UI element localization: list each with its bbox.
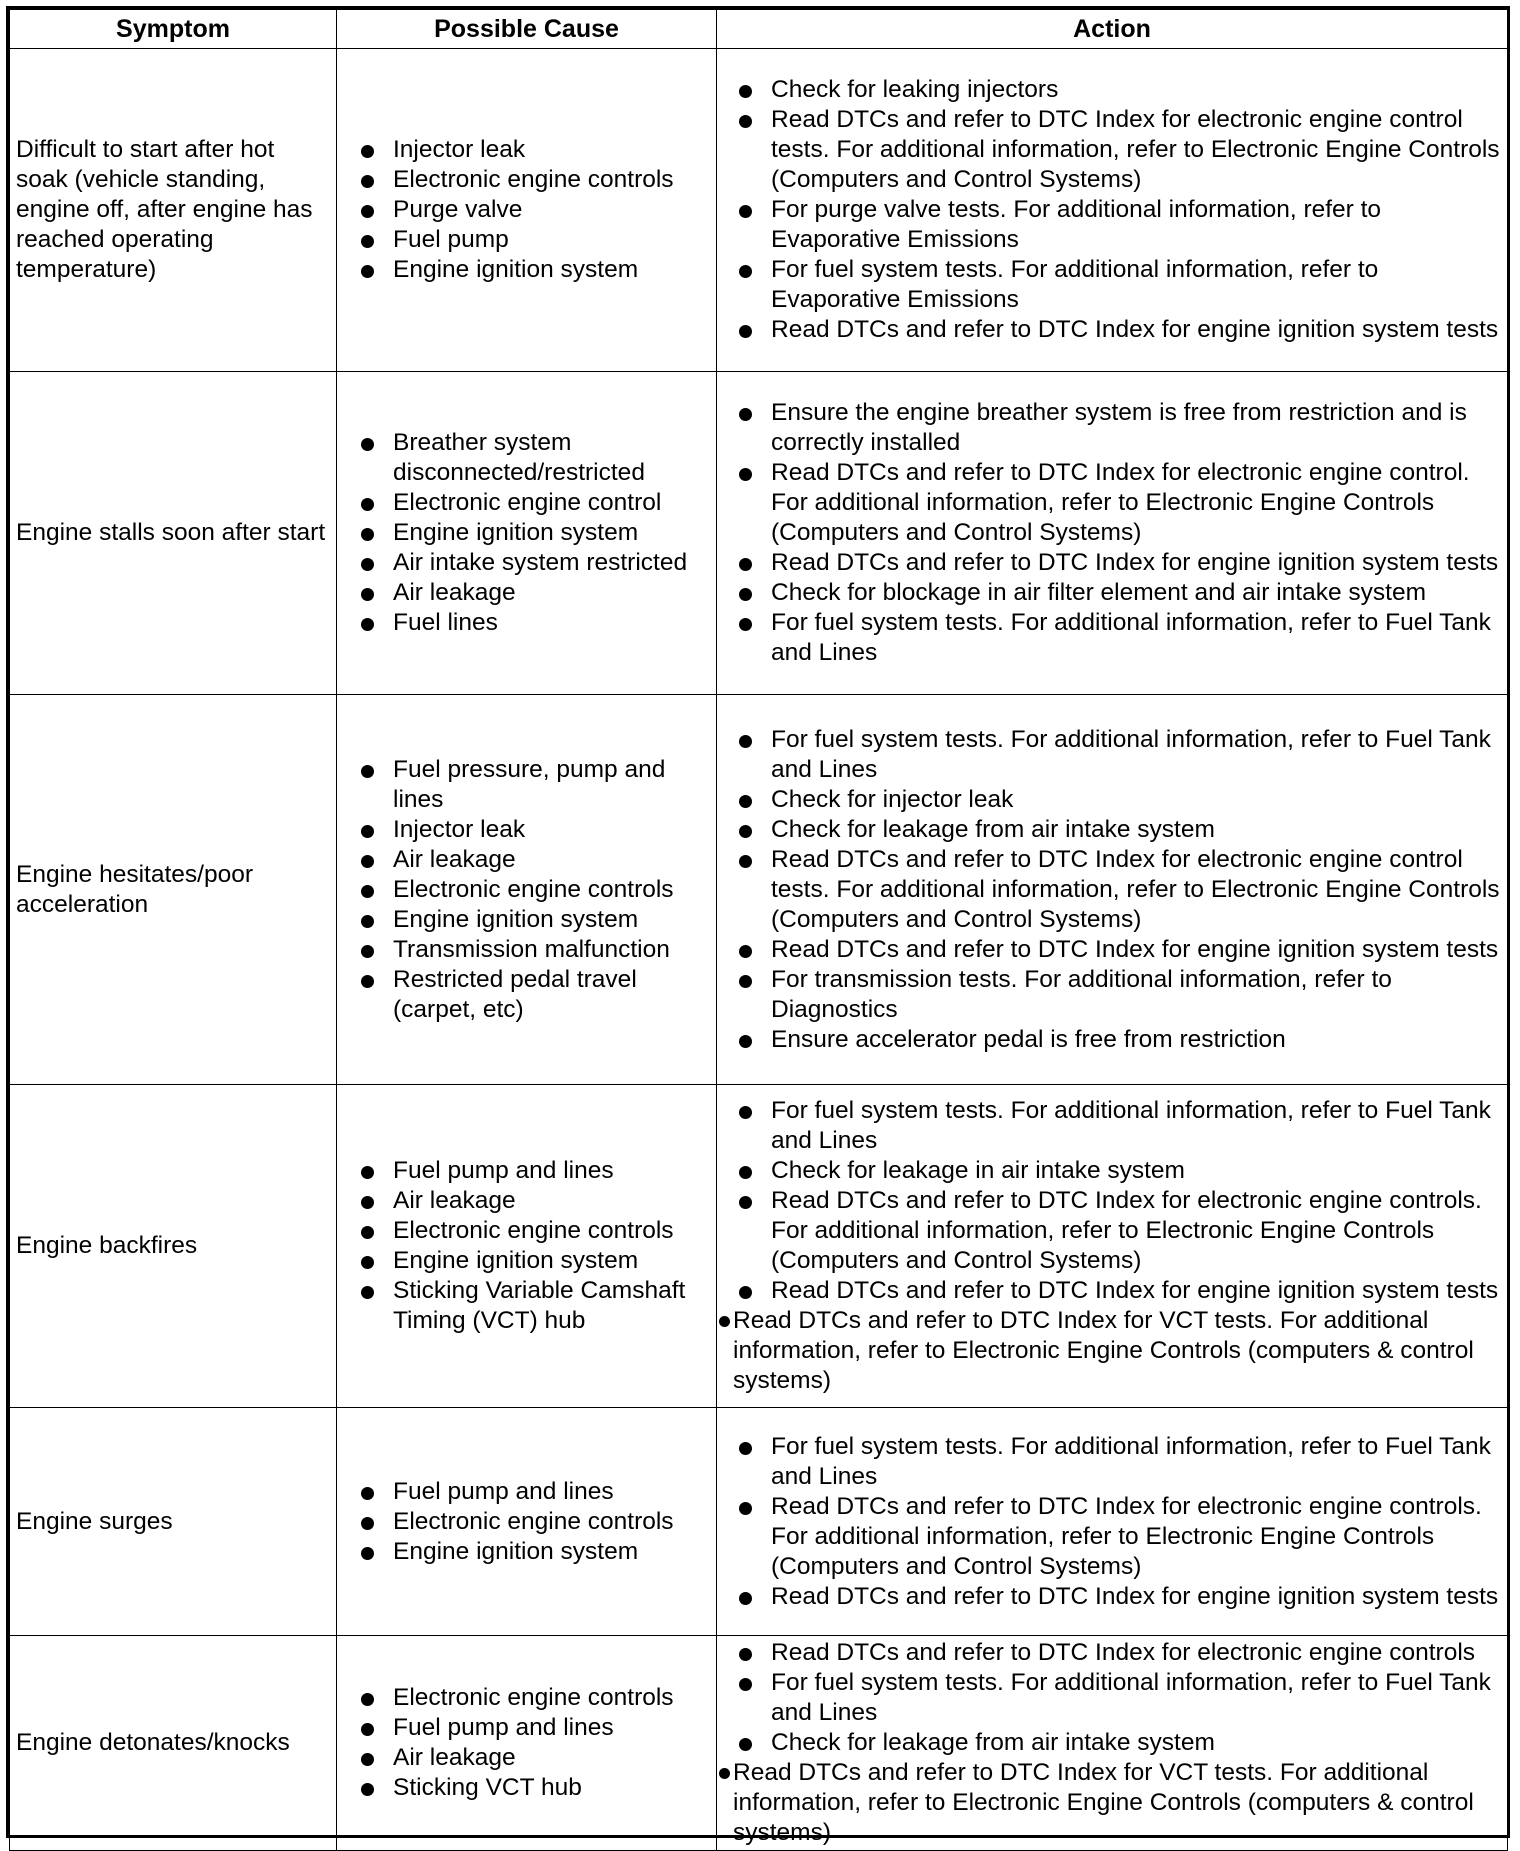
table-row [10,372,1508,695]
action-item: Read DTCs and refer to DTC Index for electronic engine control. For additional information, refer to Electronic Engine Controls (Computers and Control Systems) [735,458,1501,548]
action-item: For fuel system tests. For additional information, refer to Fuel Tank and Lines [735,1432,1501,1492]
action-item: For transmission tests. For additional information, refer to Diagnostics [735,965,1501,1025]
action-cell [717,49,1508,372]
cause-item: Fuel lines [357,608,708,638]
cause-item: Engine ignition system [357,905,708,935]
action-item: Read DTCs and refer to DTC Index for engine ignition system tests [735,548,1501,578]
cause-item: Injector leak [357,815,708,845]
action-item: Ensure the engine breather system is free from restriction and is correctly installed [735,398,1501,458]
action-cell [717,1636,1508,1851]
symptom-cell: Engine backfires [10,1085,337,1408]
cause-item: Fuel pump and lines [357,1713,708,1743]
cause-item: Fuel pump and lines [357,1477,708,1507]
action-item: Check for leakage from air intake system [735,815,1501,845]
cause-list [357,428,708,638]
table-row [10,1085,1508,1408]
cause-item: Sticking VCT hub [357,1773,708,1803]
cause-list [357,1683,708,1803]
action-item: Read DTCs and refer to DTC Index for engine ignition system tests [735,935,1501,965]
cause-item: Air leakage [357,1186,708,1216]
action-cell [717,695,1508,1085]
possible-cause-cell [337,1636,717,1851]
possible-cause-cell [337,1085,717,1408]
action-list [735,398,1501,668]
action-column-header: Action [717,10,1508,49]
action-item: For fuel system tests. For additional information, refer to Fuel Tank and Lines [735,1096,1501,1156]
cause-item: Injector leak [357,135,708,165]
cause-item: Engine ignition system [357,255,708,285]
table-row [10,1408,1508,1636]
cause-list [357,755,708,1025]
action-item: Read DTCs and refer to DTC Index for electronic engine controls [735,1638,1501,1668]
action-item: For fuel system tests. For additional information, refer to Evaporative Emissions [735,255,1501,315]
action-item: Check for leakage from air intake system [735,1728,1501,1758]
action-item: Ensure accelerator pedal is free from restriction [735,1025,1501,1055]
possible-cause-cell [337,695,717,1085]
action-list [735,75,1501,345]
cause-item: Purge valve [357,195,708,225]
action-item-vct: Read DTCs and refer to DTC Index for VCT tests. For additional information, refer to Electronic Engine Controls (computers & control systems) [717,1306,1507,1396]
action-item: Check for injector leak [735,785,1501,815]
action-item: Read DTCs and refer to DTC Index for electronic engine controls. For additional information, refer to Electronic Engine Controls (Computers and Control Systems) [735,1186,1501,1276]
symptom-column-header: Symptom [10,10,337,49]
symptom-cell: Engine detonates/knocks [10,1636,337,1851]
action-item: Read DTCs and refer to DTC Index for engine ignition system tests [735,1582,1501,1612]
cause-item: Breather system disconnected/restricted [357,428,708,488]
action-list [735,1432,1501,1612]
action-item: Check for leakage in air intake system [735,1156,1501,1186]
cause-item: Electronic engine controls [357,875,708,905]
cause-item: Electronic engine controls [357,1507,708,1537]
action-item: For purge valve tests. For additional information, refer to Evaporative Emissions [735,195,1501,255]
cause-item: Transmission malfunction [357,935,708,965]
cause-item: Electronic engine controls [357,1216,708,1246]
cause-list [357,135,708,285]
action-item: Check for leaking injectors [735,75,1501,105]
action-item: Read DTCs and refer to DTC Index for engine ignition system tests [735,1276,1501,1306]
possible-cause-cell [337,1408,717,1636]
action-list [735,1638,1501,1848]
cause-item: Air intake system restricted [357,548,708,578]
action-item: For fuel system tests. For additional information, refer to Fuel Tank and Lines [735,608,1501,668]
action-item-vct: Read DTCs and refer to DTC Index for VCT tests. For additional information, refer to Electronic Engine Controls (computers & control systems) [717,1758,1507,1848]
cause-item: Fuel pump [357,225,708,255]
possible-cause-cell [337,49,717,372]
action-item: Read DTCs and refer to DTC Index for engine ignition system tests [735,315,1501,345]
action-item: Read DTCs and refer to DTC Index for electronic engine controls. For additional information, refer to Electronic Engine Controls (Computers and Control Systems) [735,1492,1501,1582]
action-item: Check for blockage in air filter element and air intake system [735,578,1501,608]
cause-item: Restricted pedal travel (carpet, etc) [357,965,708,1025]
action-cell [717,1408,1508,1636]
action-cell [717,1085,1508,1408]
cause-item: Air leakage [357,1743,708,1773]
possible-cause-column-header: Possible Cause [337,10,717,49]
cause-item: Engine ignition system [357,1537,708,1567]
action-item: For fuel system tests. For additional information, refer to Fuel Tank and Lines [735,1668,1501,1728]
action-list [735,1096,1501,1396]
cause-list [357,1477,708,1567]
symptom-cell: Engine surges [10,1408,337,1636]
cause-item: Electronic engine control [357,488,708,518]
action-list [735,725,1501,1055]
table-row [10,1636,1508,1851]
table-row [10,49,1508,372]
cause-item: Air leakage [357,578,708,608]
cause-list [357,1156,708,1336]
action-cell [717,372,1508,695]
symptom-chart-table [9,9,1508,1851]
cause-item: Engine ignition system [357,1246,708,1276]
action-item: Read DTCs and refer to DTC Index for electronic engine control tests. For additional information, refer to Electronic Engine Controls (Computers and Control Systems) [735,845,1501,935]
action-item: For fuel system tests. For additional information, refer to Fuel Tank and Lines [735,725,1501,785]
table-body [10,49,1508,1851]
table-row [10,695,1508,1085]
possible-cause-cell [337,372,717,695]
cause-item: Fuel pressure, pump and lines [357,755,708,815]
symptom-cell: Engine stalls soon after start [10,372,337,695]
symptom-cell: Engine hesitates/poor acceleration [10,695,337,1085]
cause-item: Engine ignition system [357,518,708,548]
cause-item: Sticking Variable Camshaft Timing (VCT) hub [357,1276,708,1336]
table-header-row [10,10,1508,49]
cause-item: Fuel pump and lines [357,1156,708,1186]
cause-item: Electronic engine controls [357,165,708,195]
action-item: Read DTCs and refer to DTC Index for electronic engine control tests. For additional information, refer to Electronic Engine Controls (Computers and Control Systems) [735,105,1501,195]
cause-item: Electronic engine controls [357,1683,708,1713]
diagnostic-table-sheet [6,6,1510,1846]
cause-item: Air leakage [357,845,708,875]
symptom-cell: Difficult to start after hot soak (vehicle standing, engine off, after engine has reached operating temperature) [10,49,337,372]
